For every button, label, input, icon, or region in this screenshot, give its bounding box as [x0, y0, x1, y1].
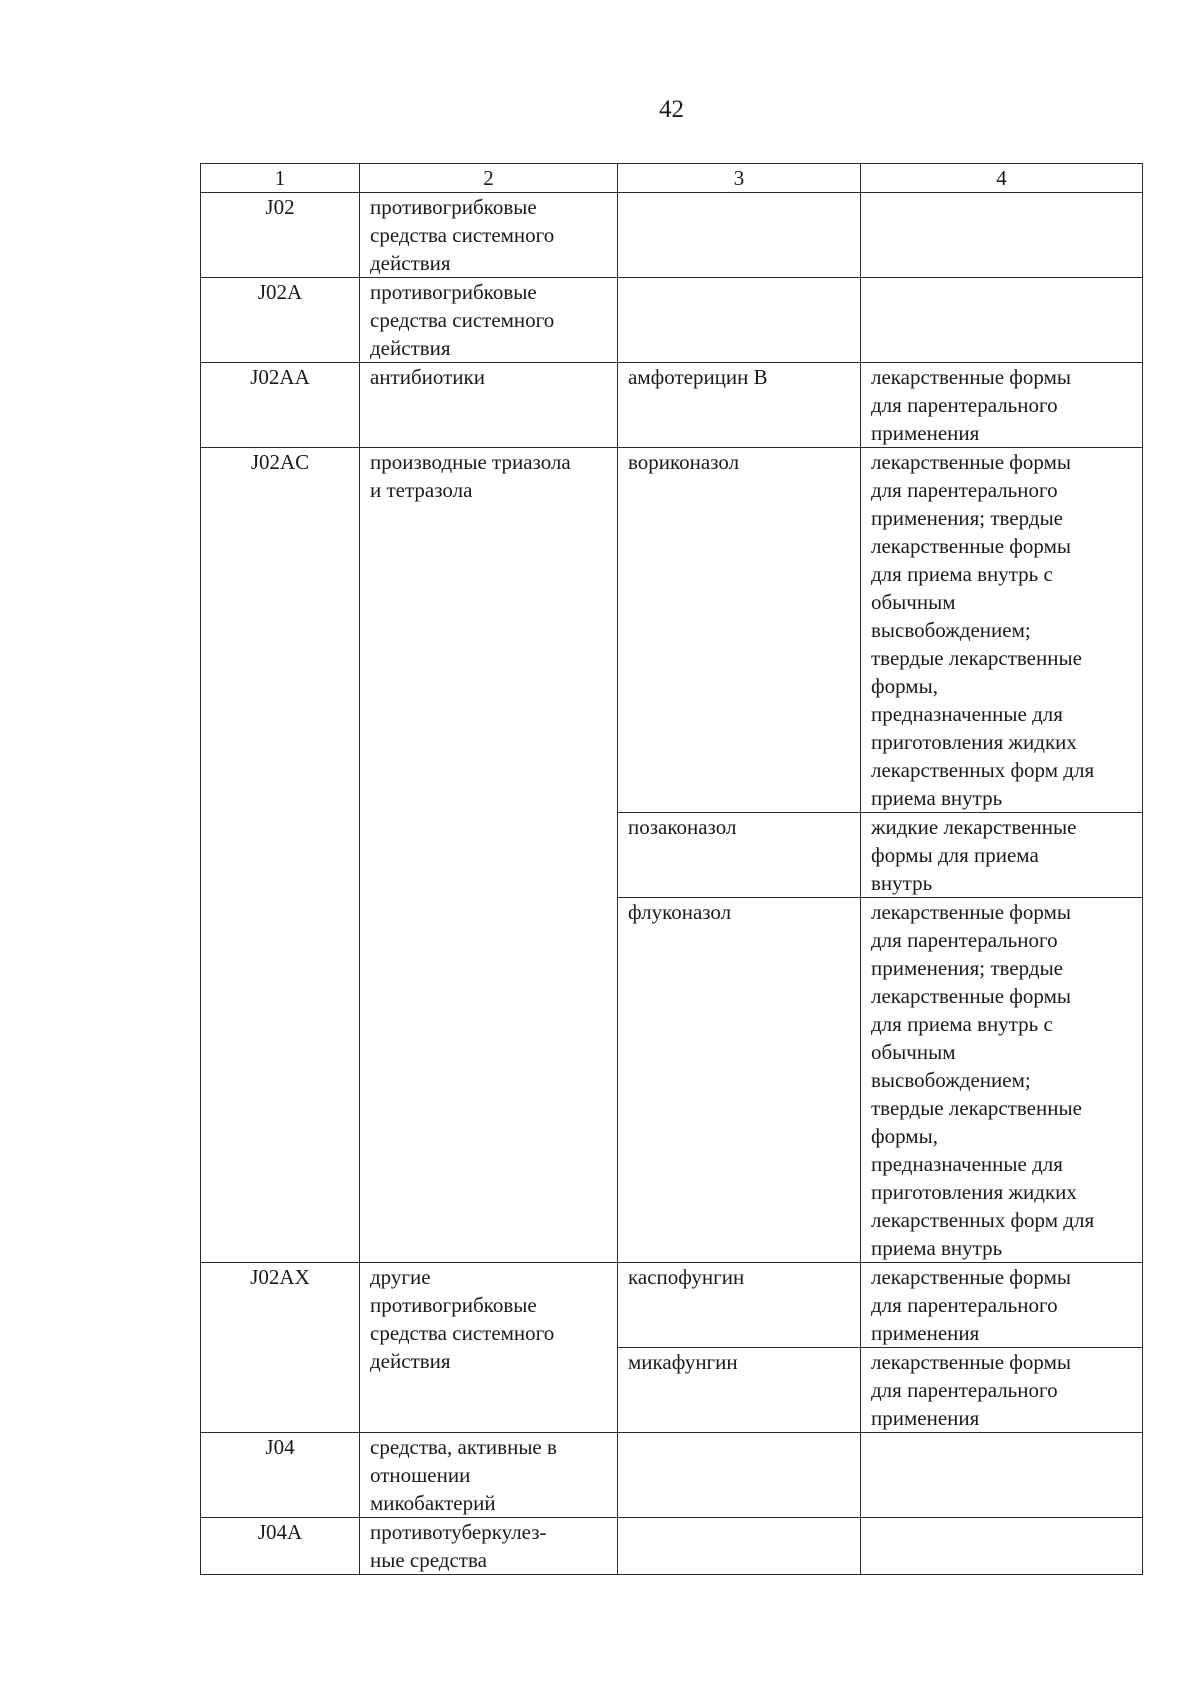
page-number: 42 — [659, 96, 684, 123]
forms-cell — [861, 1518, 1143, 1575]
substance-cell — [618, 1518, 861, 1575]
group-text: антибиотики — [370, 365, 485, 389]
pharmacological-group — [360, 193, 618, 278]
forms-text: лекарственные формы для парентерального применения — [871, 365, 1071, 445]
forms-text: лекарственные формы для парентерального применения — [871, 1350, 1071, 1430]
table-row — [201, 448, 1143, 813]
substance-cell — [618, 1348, 861, 1433]
forms-cell — [861, 898, 1143, 1263]
substance-cell — [618, 898, 861, 1263]
atc-code: J02AA — [201, 363, 360, 448]
column-header-3: 3 — [618, 164, 861, 193]
forms-cell — [861, 1263, 1143, 1348]
substance-text: позаконазол — [628, 815, 737, 839]
table-row — [201, 278, 1143, 363]
table-header-row — [201, 164, 1143, 193]
table-row — [201, 193, 1143, 278]
forms-cell — [861, 813, 1143, 898]
atc-code: J02AX — [201, 1263, 360, 1433]
group-text: производные триазола и тетразола — [370, 450, 571, 502]
atc-code: J04 — [201, 1433, 360, 1518]
pharmacological-group — [360, 448, 618, 1263]
substance-text: каспофунгин — [628, 1265, 745, 1289]
substance-cell — [618, 448, 861, 813]
pharmacological-group — [360, 363, 618, 448]
substance-cell — [618, 278, 861, 363]
substance-cell — [618, 363, 861, 448]
substance-cell — [618, 193, 861, 278]
pharmacological-group — [360, 1433, 618, 1518]
atc-code: J02 — [201, 193, 360, 278]
forms-cell — [861, 363, 1143, 448]
table-row — [201, 1518, 1143, 1575]
substance-cell — [618, 1263, 861, 1348]
forms-cell — [861, 193, 1143, 278]
table-row — [201, 1433, 1143, 1518]
pharmacological-group — [360, 278, 618, 363]
atc-code: J04A — [201, 1518, 360, 1575]
column-header-4: 4 — [861, 164, 1143, 193]
forms-cell — [861, 278, 1143, 363]
substance-cell — [618, 1433, 861, 1518]
forms-text: лекарственные формы для парентерального применения; твердые лекарственные формы для приема внутрь с обычным высвобождением; твердые лекарственные формы, предназначенные для приготовления жидких лекарственных форм для приема внутрь — [871, 450, 1095, 810]
substance-text: вориконазол — [628, 450, 740, 474]
atc-code: J02AC — [201, 448, 360, 1263]
forms-text: жидкие лекарственные формы для приема внутрь — [871, 815, 1077, 895]
column-header-1: 1 — [201, 164, 360, 193]
substance-cell — [618, 813, 861, 898]
forms-cell — [861, 1348, 1143, 1433]
substance-text: флуконазол — [628, 900, 732, 924]
substance-text: амфотерицин В — [628, 365, 768, 389]
table-row — [201, 1263, 1143, 1348]
pharmacological-group — [360, 1263, 618, 1433]
group-text: противогрибковые средства системного действия — [370, 280, 555, 360]
medication-table — [200, 163, 1143, 1575]
forms-text: лекарственные формы для парентерального применения — [871, 1265, 1071, 1345]
group-text: средства, активные в отношении микобактерий — [370, 1435, 557, 1515]
pharmacological-group — [360, 1518, 618, 1575]
forms-cell — [861, 1433, 1143, 1518]
forms-text: лекарственные формы для парентерального применения; твердые лекарственные формы для приема внутрь с обычным высвобождением; твердые лекарственные формы, предназначенные для приготовления жидких лекарственных форм для приема внутрь — [871, 900, 1095, 1260]
group-text: противотуберкулез- ные средства — [370, 1520, 547, 1572]
table-row — [201, 363, 1143, 448]
group-text: противогрибковые средства системного действия — [370, 195, 555, 275]
column-header-2: 2 — [360, 164, 618, 193]
atc-code: J02A — [201, 278, 360, 363]
forms-cell — [861, 448, 1143, 813]
group-text: другие противогрибковые средства системного действия — [370, 1265, 555, 1373]
substance-text: микафунгин — [628, 1350, 738, 1374]
